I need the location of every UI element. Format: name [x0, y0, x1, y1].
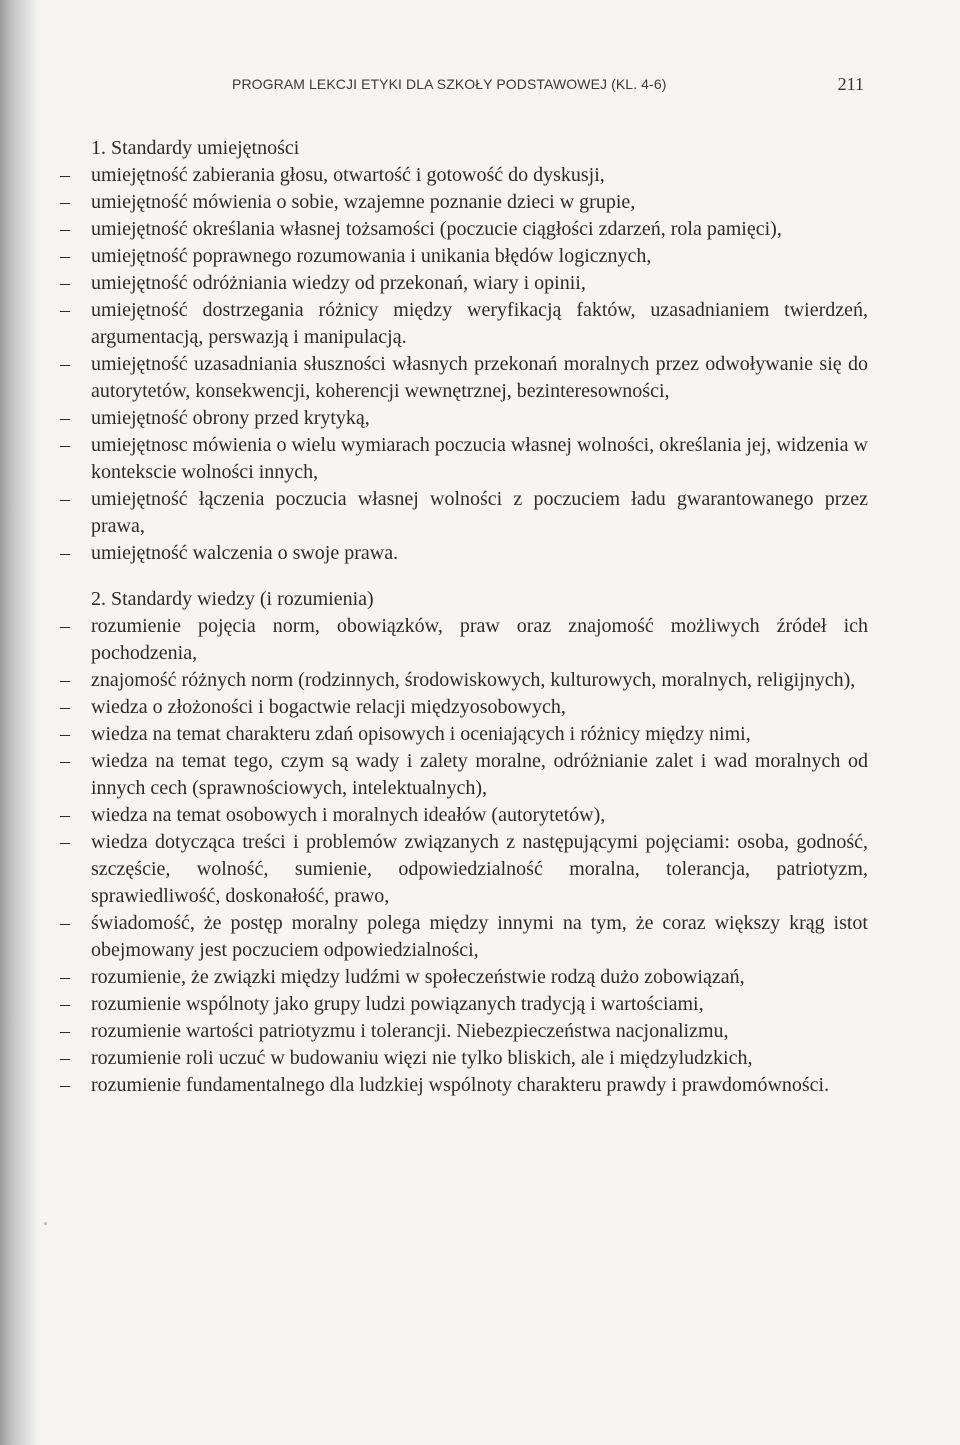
list-item — [60, 243, 868, 270]
list-item — [60, 405, 868, 432]
bullet-dash: – — [60, 804, 70, 826]
bullet-dash: – — [60, 966, 70, 988]
list-item-text: rozumienie pojęcia norm, obowiązków, praw oraz znajomość możliwych źródeł ich pochodzenia, — [91, 615, 868, 664]
knowledge-list — [60, 613, 868, 1099]
list-item — [60, 748, 868, 802]
bullet-dash: – — [60, 245, 70, 267]
list-item-text: znajomość różnych norm (rodzinnych, środowiskowych, kulturowych, moralnych, religijnych), — [91, 669, 856, 691]
list-item-text: umiejętność walczenia o swoje prawa. — [91, 542, 399, 564]
section-heading: 2. Standardy wiedzy (i rozumienia) — [91, 588, 374, 610]
list-item — [60, 432, 868, 486]
list-item-text: umiejętność określania własnej tożsamości (poczucie ciągłości zdarzeń, rola pamięci), — [91, 218, 782, 240]
bullet-dash: – — [60, 1020, 70, 1042]
bullet-dash: – — [60, 353, 70, 375]
list-item-text: wiedza na temat charakteru zdań opisowych i oceniających i różnicy między nimi, — [91, 723, 751, 745]
list-item — [60, 486, 868, 540]
bullet-dash: – — [60, 164, 70, 186]
bullet-dash: – — [60, 723, 70, 745]
list-item-text: umiejętność poprawnego rozumowania i unikania błędów logicznych, — [91, 245, 652, 267]
list-item — [60, 540, 868, 567]
list-item-text: umiejętność obrony przed krytyką, — [91, 407, 370, 429]
list-item — [60, 351, 868, 405]
list-item — [60, 964, 868, 991]
bullet-dash: – — [60, 218, 70, 240]
bullet-dash: – — [60, 669, 70, 691]
running-header: PROGRAM LEKCJI ETYKI DLA SZKOŁY PODSTAWOWEJ (KL. 4-6) — [232, 76, 667, 92]
body-text — [60, 135, 868, 1099]
bullet-dash: – — [60, 299, 70, 321]
page-number: 211 — [837, 74, 864, 94]
bullet-dash: – — [60, 750, 70, 772]
list-item-text: wiedza o złożoności i bogactwie relacji międzyosobowych, — [91, 696, 566, 718]
list-item-text: wiedza dotycząca treści i problemów związanych z następującymi pojęciami: osoba, godność, szczęście, wolność, sumienie, odpowiedzialność moralna, tolerancja, patriotyzm, sprawiedliwość, doskonałość, prawo, — [91, 831, 868, 907]
list-item — [60, 189, 868, 216]
bullet-dash: – — [60, 1047, 70, 1069]
list-item — [60, 1045, 868, 1072]
list-item — [60, 1072, 868, 1099]
bullet-dash: – — [60, 272, 70, 294]
list-item-text: umiejętność odróżniania wiedzy od przekonań, wiary i opinii, — [91, 272, 586, 294]
bullet-dash: – — [60, 615, 70, 637]
list-item — [60, 991, 868, 1018]
section-heading: 1. Standardy umiejętności — [91, 137, 300, 159]
list-item — [60, 216, 868, 243]
bullet-dash: – — [60, 696, 70, 718]
bullet-dash: – — [60, 1074, 70, 1096]
list-item — [60, 162, 868, 189]
scan-speck — [44, 1222, 47, 1225]
list-item — [60, 613, 868, 667]
list-item — [60, 694, 868, 721]
list-item-text: rozumienie, że związki między ludźmi w społeczeństwie rodzą dużo zobowiązań, — [91, 966, 745, 988]
list-item-text: umiejętność uzasadniania słuszności własnych przekonań moralnych przez odwoływanie się do autorytetów, konsekwencji, koherencji wewnętrznej, bezinteresowności, — [91, 353, 868, 402]
bullet-dash: – — [60, 993, 70, 1015]
list-item-text: rozumienie fundamentalnego dla ludzkiej wspólnoty charakteru prawdy i prawdomówności. — [91, 1074, 830, 1096]
list-item-text: wiedza na temat tego, czym są wady i zalety moralne, odróżnianie zalet i wad moralnych od innych cech (sprawnościowych, intelektualnych), — [91, 750, 868, 799]
bullet-dash: – — [60, 407, 70, 429]
list-item — [60, 829, 868, 910]
bullet-dash: – — [60, 831, 70, 853]
list-item — [60, 802, 868, 829]
list-item-text: świadomość, że postęp moralny polega między innymi na tym, że coraz większy krąg istot obejmowany jest poczuciem odpowiedzialności, — [91, 912, 868, 961]
list-item-text: umiejętnosc mówienia o wielu wymiarach poczucia własnej wolności, określania jej, widzenia w kontekscie wolności innych, — [91, 434, 868, 483]
list-item-text: umiejętność mówienia o sobie, wzajemne poznanie dzieci w grupie, — [91, 191, 636, 213]
list-item-text: wiedza na temat osobowych i moralnych ideałów (autorytetów), — [91, 804, 606, 826]
bullet-dash: – — [60, 912, 70, 934]
list-item — [60, 667, 868, 694]
bullet-dash: – — [60, 488, 70, 510]
list-item — [60, 1018, 868, 1045]
list-item-text: rozumienie wartości patriotyzmu i tolerancji. Niebezpieczeństwa nacjonalizmu, — [91, 1020, 729, 1042]
list-item-text: rozumienie wspólnoty jako grupy ludzi powiązanych tradycją i wartościami, — [91, 993, 704, 1015]
bullet-dash: – — [60, 191, 70, 213]
list-item-text: umiejętność łączenia poczucia własnej wolności z poczuciem ładu gwarantowanego przez prawa, — [91, 488, 868, 537]
bullet-dash: – — [60, 542, 70, 564]
skills-list — [60, 162, 868, 567]
list-item-text: umiejętność zabierania głosu, otwartość i gotowość do dyskusji, — [91, 164, 605, 186]
list-item — [60, 910, 868, 964]
list-item — [60, 721, 868, 748]
list-item-text: umiejętność dostrzegania różnicy między weryfikacją faktów, uzasadnianiem twierdzeń, argumentacją, perswazją i manipulacją. — [91, 299, 868, 348]
bullet-dash: – — [60, 434, 70, 456]
list-item-text: rozumienie roli uczuć w budowaniu więzi nie tylko bliskich, ale i międzyludzkich, — [91, 1047, 753, 1069]
list-item — [60, 270, 868, 297]
section-knowledge — [60, 586, 868, 1099]
section-skills — [60, 135, 868, 567]
list-item — [60, 297, 868, 351]
